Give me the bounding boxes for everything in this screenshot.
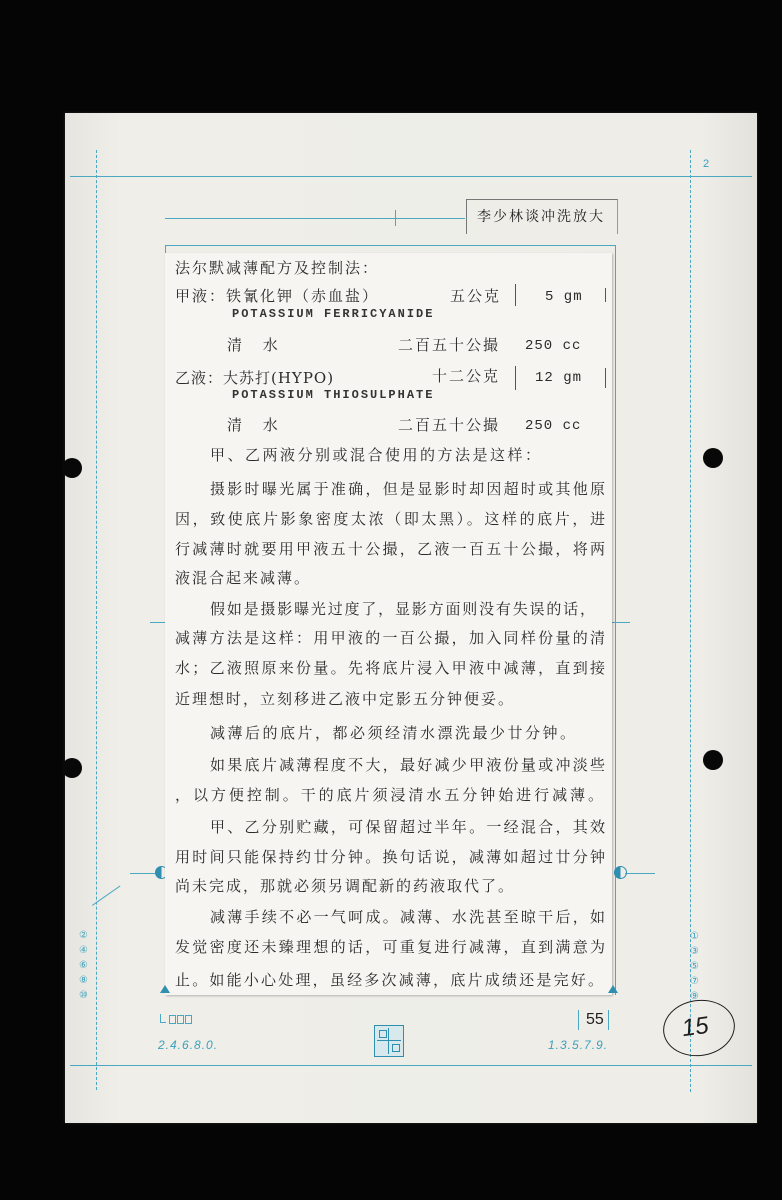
registration-triangle [608,985,618,993]
seal-stamp-line [388,1028,389,1054]
footer-code-right: 1.3.5.7.9. [548,1038,609,1052]
formula-a-water-qty: 250 cc [525,338,582,354]
header-title: 李少林谈冲洗放大 [477,209,605,225]
footer-box [169,1015,176,1024]
column-divider [605,288,606,302]
paragraph-line: 减薄手续不必一气呵成。减薄、水洗甚至晾干后，如 [210,908,605,926]
paragraph-line: 行减薄时就要用甲液五十公撮，乙液一百五十公撮，将两 [175,540,605,558]
handwritten-number: 15 [680,1011,711,1043]
paragraph-line: 减薄方法是这样：用甲液的一百公撮，加入同样份量的清 [175,629,605,647]
registration-line-left [96,150,97,1090]
text-frame-right [615,245,616,995]
formula-b-qty-cn: 十二公克 [432,367,501,385]
paragraph-line: 因，致使底片影象密度太浓（即太黑）。这样的底片，进 [175,510,605,528]
formula-a-water-qty-cn: 二百五十公撮 [398,336,501,354]
header-rule [165,218,465,219]
formula-b-water-label: 清 水 [227,416,280,434]
margin-mark-left: ② [79,930,88,941]
formula-a-qty: 5 gm [545,289,583,305]
corner-mark: 2 [703,158,710,170]
column-divider [515,366,516,390]
binder-hole [62,458,82,478]
registration-tick [612,622,630,623]
footer-code-left: 2.4.6.8.0. [158,1038,219,1052]
binder-hole [703,750,723,770]
formula-b-qty: 12 gm [535,370,583,386]
crosshair-mark-right [614,866,627,879]
paragraph-line: 假如是摄影曝光过度了，显影方面则没有失误的话， [210,600,595,618]
page-number: 55 [586,1011,604,1028]
margin-mark-right: ⑤ [690,961,699,972]
header-rule-tick [395,210,396,226]
text-frame-top [165,245,615,246]
formula-a-qty-cn: 五公克 [450,287,502,305]
formula-a-label: 甲液：铁氰化钾（赤血盐） [175,287,380,305]
paragraph-line: 如果底片减薄程度不大，最好减少甲液份量或冲淡些 [210,756,605,774]
formula-b-water-qty: 250 cc [525,418,582,434]
registration-line-bottom [70,1065,752,1066]
binder-hole [62,758,82,778]
paragraph-line: ，以方便控制。干的底片须浸清水五分钟始进行减薄。 [175,786,603,804]
registration-line-top [70,176,752,177]
footer-bracket [578,1010,579,1030]
column-divider [605,368,606,388]
margin-mark-left: ⑩ [79,990,88,1001]
seal-stamp [374,1025,404,1057]
formula-a-english: POTASSIUM FERRICYANIDE [232,307,435,321]
footer-bracket [160,1014,166,1023]
paragraph-line: 尚未完成，那就必须另调配新的药液取代了。 [175,877,516,895]
margin-mark-right: ⑦ [690,976,699,987]
margin-mark-right: ③ [690,946,699,957]
margin-mark-left: ④ [79,945,88,956]
paragraph-line: 用时间只能保持约廿分钟。换句话说，减薄如超过廿分钟 [175,848,605,866]
paragraph-line: 摄影时曝光属于准确，但是显影时却因超时或其他原 [210,480,605,498]
formula-b-water-qty-cn: 二百五十公撮 [398,416,501,434]
paragraph-line: 止。如能小心处理，虽经多次减薄，底片成绩还是完好。 [175,971,603,989]
margin-mark-right: ⑨ [690,991,699,1002]
formula-b-english: POTASSIUM THIOSULPHATE [232,388,435,402]
paragraph-line: 减薄后的底片，都必须经清水漂洗最少廿分钟。 [210,724,578,742]
registration-line [625,873,655,874]
formula-b-label: 乙液：大苏打(HYPO) [175,369,335,387]
footer-box [185,1015,192,1024]
footer-box [177,1015,184,1024]
seal-stamp-line [377,1040,401,1041]
footer-bracket [608,1010,609,1030]
header-box [466,199,618,234]
paragraph-line: 近理想时，立刻移进乙液中定影五分钟便妥。 [175,690,516,708]
paragraph-line: 水；乙液照原来份量。先将底片浸入甲液中减薄，直到接 [175,659,605,677]
section-heading: 法尔默减薄配方及控制法： [175,259,380,277]
paragraph-intro: 甲、乙两液分别或混合使用的方法是这样： [210,446,543,464]
paragraph-line: 液混合起来减薄。 [175,569,312,587]
registration-triangle [160,985,170,993]
paragraph-line: 发觉密度还未臻理想的话，可重复进行减薄，直到满意为 [175,938,605,956]
formula-a-water-label: 清 水 [227,336,280,354]
seal-stamp-glyph [379,1030,387,1038]
seal-stamp-glyph [392,1044,400,1052]
margin-mark-right: ① [690,931,699,942]
binder-hole [703,448,723,468]
paragraph-line: 甲、乙分别贮藏，可保留超过半年。一经混合，其效 [210,818,605,836]
margin-mark-left: ⑧ [79,975,88,986]
column-divider [515,284,516,306]
margin-mark-left: ⑥ [79,960,88,971]
